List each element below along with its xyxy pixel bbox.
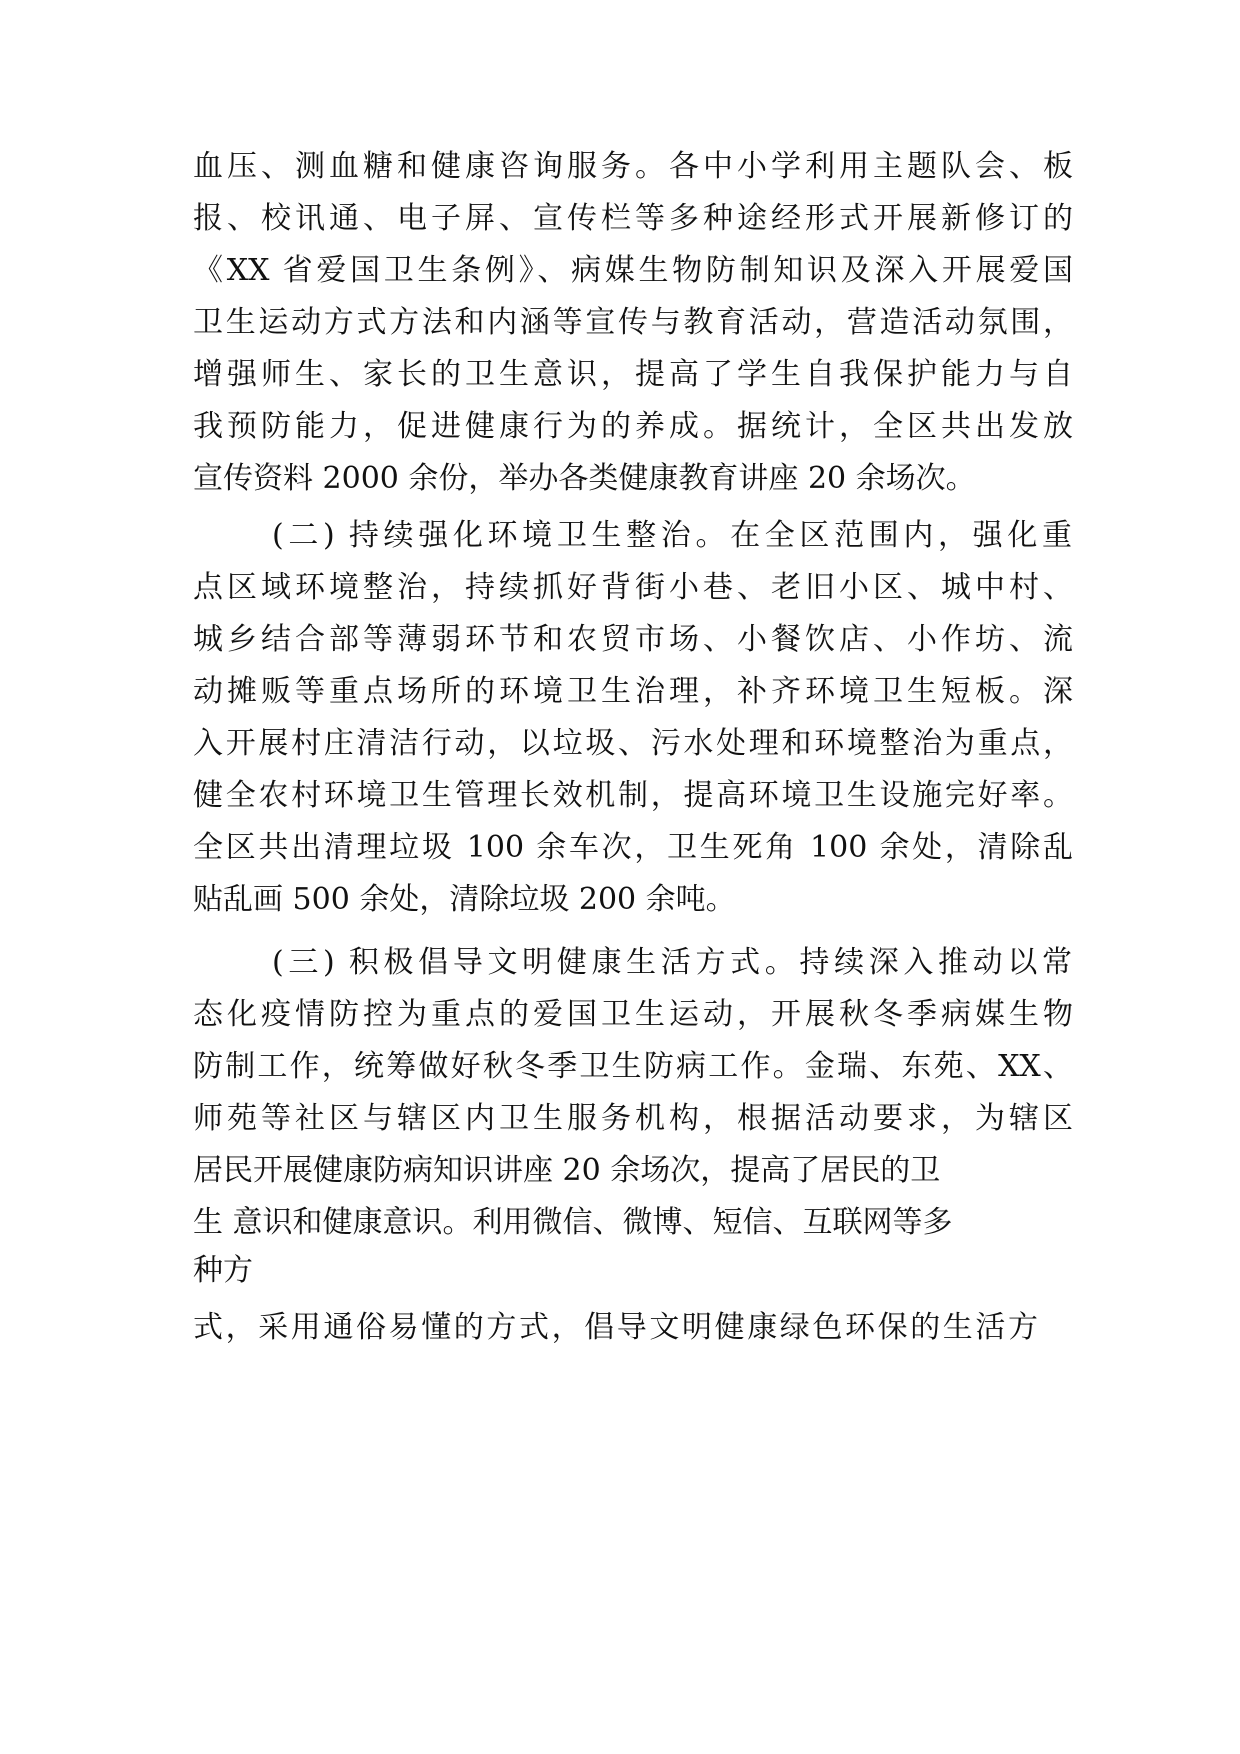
text-line: 报、校讯通、电子屏、宣传栏等多种途经形式开展新修订的 <box>193 201 1073 236</box>
text-line: 种方 <box>193 1253 253 1288</box>
text-line: 生 意识和健康意识。利用微信、微博、短信、互联网等多 <box>193 1205 953 1240</box>
text-line: 师苑等社区与辖区内卫生服务机构，根据活动要求，为辖区 <box>193 1101 1073 1136</box>
text-line: 点区域环境整治，持续抓好背街小巷、老旧小区、城中村、 <box>193 570 1073 605</box>
text-line: 健全农村环境卫生管理长效机制，提高环境卫生设施完好率。 <box>193 778 1073 813</box>
text-line: 态化疫情防控为重点的爱国卫生运动，开展秋冬季病媒生物 <box>193 997 1073 1032</box>
text-line: 城乡结合部等薄弱环节和农贸市场、小餐饮店、小作坊、流 <box>193 622 1073 657</box>
section-heading-line: (三) 积极倡导文明健康生活方式。持续深入推动以常 <box>272 945 1072 980</box>
text-line: 居民开展健康防病知识讲座 20 余场次，提高了居民的卫 <box>193 1153 941 1188</box>
section-heading-line: (二) 持续强化环境卫生整治。在全区范围内，强化重 <box>272 518 1072 553</box>
text-line: 血压、测血糖和健康咨询服务。各中小学利用主题队会、板 <box>193 149 1073 184</box>
text-line: 宣传资料 2000 余份，举办各类健康教育讲座 20 余场次。 <box>193 461 976 496</box>
text-line: 卫生运动方式方法和内涵等宣传与教育活动，营造活动氛围， <box>193 305 1073 340</box>
text-line: 增强师生、家长的卫生意识，提高了学生自我保护能力与自 <box>193 357 1073 392</box>
text-line: 我预防能力，促进健康行为的养成。据统计，全区共出发放 <box>193 409 1073 444</box>
text-line: 《XX 省爱国卫生条例》、病媒生物防制知识及深入开展爱国 <box>193 253 1073 288</box>
text-line: 入开展村庄清洁行动，以垃圾、污水处理和环境整治为重点， <box>193 726 1073 761</box>
text-line: 式，采用通俗易懂的方式，倡导文明健康绿色环保的生活方 <box>193 1310 1038 1345</box>
text-line: 贴乱画 500 余处，清除垃圾 200 余吨。 <box>193 882 736 917</box>
text-line: 动摊贩等重点场所的环境卫生治理，补齐环境卫生短板。深 <box>193 674 1073 709</box>
text-line: 防制工作，统筹做好秋冬季卫生防病工作。金瑞、东苑、XX、 <box>193 1049 1073 1084</box>
text-line: 全区共出清理垃圾 100 余车次，卫生死角 100 余处，清除乱 <box>193 830 1073 865</box>
